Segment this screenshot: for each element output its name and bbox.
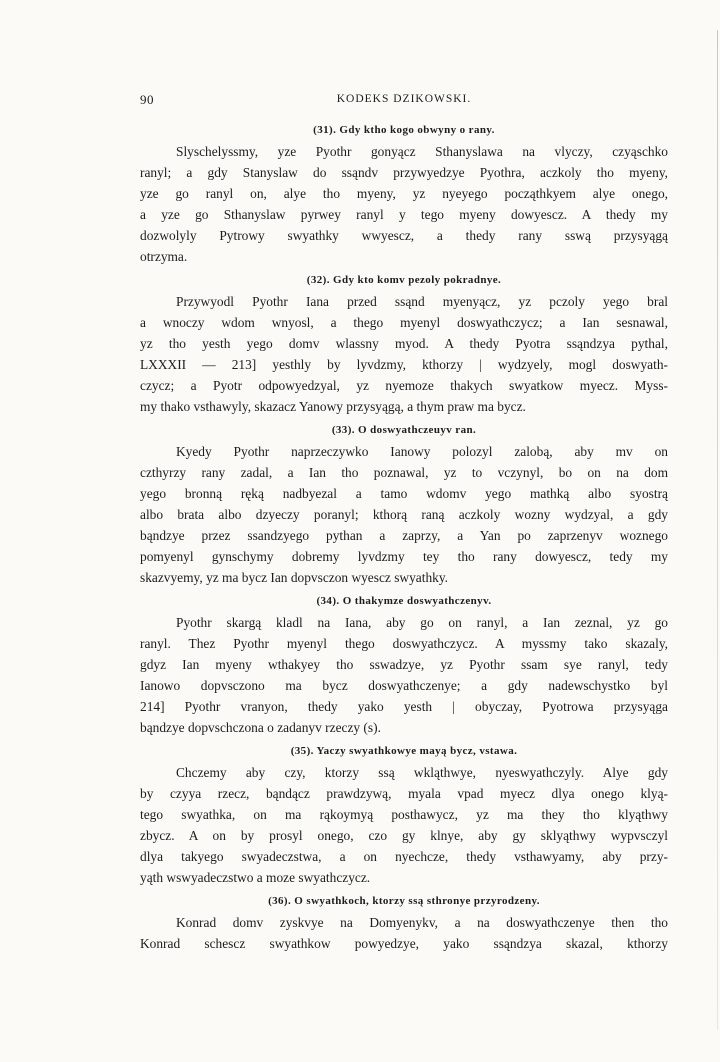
text-line: Slyschelyssmy, yze Pyothr gonyącz Sthanyslawa na vlyczy, czyąschko <box>176 144 668 159</box>
document-page <box>140 92 668 958</box>
text-line: otrzyma. <box>140 249 188 264</box>
text-line: ranyl. Thez Pyothr myenyl thego doswyathczycz. A myssmy tako skazaly, <box>140 636 668 651</box>
section <box>140 424 668 588</box>
text-line: Ianowo dopvsczono ma bycz doswyathczenye; a gdy nadewschystko byl <box>140 678 668 693</box>
text-line: czycz; a Pyotr odpowyedzyal, yz nyemoze thakych swyatkow myecz. Myss- <box>140 378 668 393</box>
section-paragraph <box>140 141 668 267</box>
header-title: KODEKS DZIKOWSKI. <box>336 93 472 105</box>
section <box>140 745 668 888</box>
section-paragraph <box>140 762 668 888</box>
text-line: Przywyodl Pyothr Iana przed ssąnd myenyącz, yz pczoly yego bral <box>176 294 668 309</box>
text-line: yze go ranyl on, alye tho myeny, yz nyeyego począthkyem alye onego, <box>140 186 668 201</box>
section <box>140 595 668 738</box>
section-paragraph <box>140 912 668 954</box>
page-number: 90 <box>140 92 154 107</box>
text-line: a yze go Sthanyslaw pyrwey ranyl y tego myeny dowyescz. A thedy my <box>140 207 668 222</box>
text-line: my thako vsthawyly, skazacz Yanowy przysyągą, a thym praw ma bycz. <box>140 399 526 414</box>
sections-container <box>140 124 668 954</box>
text-line: pomyenyl gynschymy dobremy lyvdzmy tey tho rany dowyescz, tedy my <box>140 549 668 564</box>
text-line: bąndzye dopvschczona o zadanyv rzeczy (s). <box>140 720 381 735</box>
text-line: Pyothr skargą kladl na Iana, aby go on ranyl, a Ian zeznal, yz go <box>176 615 668 630</box>
running-header <box>140 92 668 116</box>
text-line: yego bronną ręką nadbyezal a tamo wdomv yego mathką albo syostrą <box>140 486 668 501</box>
section-paragraph <box>140 291 668 417</box>
text-line: a wnoczy wdom wnyosl, a thego myenyl doswyathczycz; a Ian sesnawal, <box>140 315 668 330</box>
text-line: tego swyathka, on ma rąkoymyą posthawycz, yz ma they tho klyąthwy <box>140 807 668 822</box>
section <box>140 895 668 954</box>
section <box>140 124 668 267</box>
text-line: albo brata albo dzyeczy poranyl; kthorą raną aczkoly wozny wydzyal, a gdy <box>140 507 668 522</box>
section-heading: (35). Yaczy swyathkowye mayą bycz, vstawa. <box>290 745 518 757</box>
text-line: LXXXII — 213] yesthly by lyvdzmy, kthorzy | wydzyely, mogl doswyath- <box>140 357 668 372</box>
text-line: Chczemy aby czy, ktorzy ssą wkląthwye, nyeswyathczyly. Alye gdy <box>176 765 668 780</box>
text-line: ranyl; a gdy Stanyslaw do ssąndv przywyedzye Pyothra, aczkoly tho myeny, <box>140 165 668 180</box>
text-line: by czyya rzecz, bąndącz prawdzywą, myala vpad myecz dlya onego klyą- <box>140 786 668 801</box>
section-heading: (33). O doswyathczeuyv ran. <box>331 424 477 436</box>
text-line: bąndzye przez ssandzyego pythan a zaprzy, a Yan po zaprzenyv woznego <box>140 528 668 543</box>
text-line: skazvyemy, yz ma bycz Ian dopvsczon wyescz swyathky. <box>140 570 449 585</box>
text-line: Kyedy Pyothr naprzeczywko Ianowy polozyl zalobą, aby mv on <box>176 444 668 459</box>
section-heading: (34). O thakymze doswyathczenyv. <box>316 595 492 607</box>
text-line: dlya takyego swyadeczstwa, a on nyechcze, thedy vsthawyamy, aby przy- <box>140 849 668 864</box>
text-line: Konrad domv zyskvye na Domyenykv, a na doswyathczenye then tho <box>176 915 668 930</box>
text-line: Konrad schescz swyathkow powyedzye, yako ssąndzya skazal, kthorzy <box>140 936 668 951</box>
section-heading: (32). Gdy kto komv pezoly pokradnye. <box>306 274 502 286</box>
section-paragraph <box>140 612 668 738</box>
text-line: zbycz. A on by prosyl onego, czo gy klnye, aby gy sklyąthwy wypvsczyl <box>140 828 668 843</box>
text-line: yąth wswyadeczstwo a moze swyathczycz. <box>140 870 371 885</box>
section-heading: (36). O swyathkoch, ktorzy ssą sthronye przyrodzeny. <box>268 895 540 907</box>
text-line: 214] Pyothr vranyon, thedy yako yesth | obyczay, Pyotrowa przysyąga <box>140 699 668 714</box>
text-line: dozwolyly Pytrowy swyathky wwyescz, a thedy rany sswą przysyągą <box>140 228 668 243</box>
section-heading: (31). Gdy ktho kogo obwyny o rany. <box>313 124 495 136</box>
text-line: czthyrzy rany zadal, a Ian tho poznawal, yz to vczynyl, bo on na dom <box>140 465 668 480</box>
text-line: yz tho yesth yego domv wlassny myod. A thedy Pyotra ssąndzya pythal, <box>140 336 668 351</box>
section <box>140 274 668 417</box>
text-line: gdyz Ian myeny wthakyey tho sswadzye, yz Pyothr ssam sye ranyl, tedy <box>140 657 668 672</box>
section-paragraph <box>140 441 668 588</box>
page-edge-line <box>717 30 718 1030</box>
